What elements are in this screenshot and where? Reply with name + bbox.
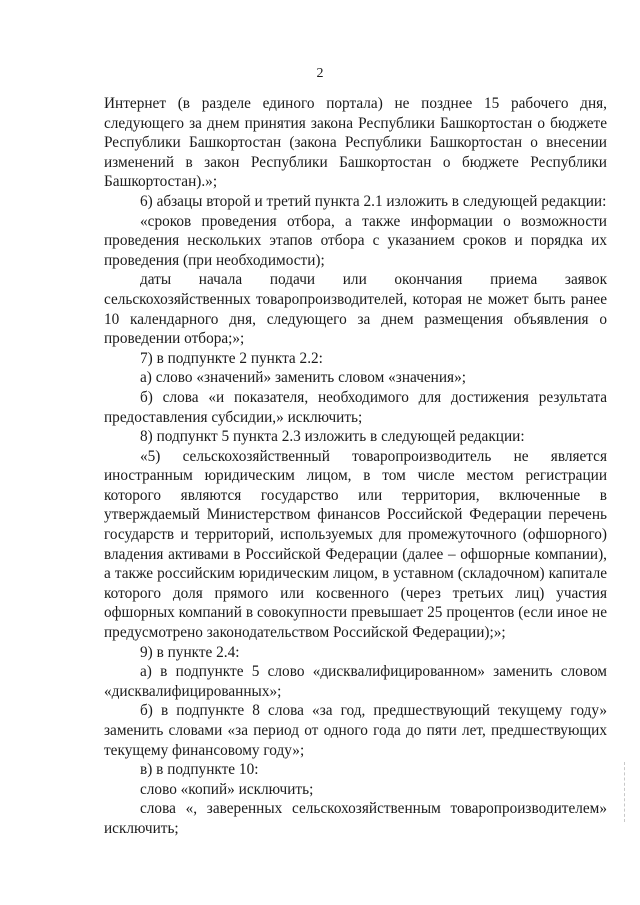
paragraph-10: 9) в пункте 2.4:	[140, 643, 240, 661]
paragraph-6: а) слово «значений» заменить словом «значения»;	[140, 369, 466, 387]
paragraph-3: «сроков проведения отбора, а также информации о возможности проведения нескольких этапов отбора с указанием сроков и порядка их проведения (при необходимости);	[104, 212, 607, 269]
paragraph-14: слово «копий» исключить;	[140, 780, 314, 798]
paragraph-4: даты начала подачи или окончания приема заявок сельскохозяйственных товаропроизводителей, которая не может быть ранее 10 календарного дня, следующего за днем размещения объявления о проведении отбора;»;	[104, 271, 607, 348]
paragraph-2: 6) абзацы второй и третий пункта 2.1 изложить в следующей редакции:	[140, 192, 607, 210]
document-body	[104, 94, 607, 839]
paragraph-13: в) в подпункте 10:	[140, 761, 259, 779]
paragraph-9: «5) сельскохозяйственный товаропроизводитель не является иностранным юридическим лицом, в том числе местом регистрации которого являются государство или территория, включенные в утверждаемый Министерством финансов Российской Федерации перечень государств и территорий, используемых для промежуточного (офшорного) владения активами в Российской Федерации (далее – офшорные компании), а также российским юридическим лицом, в уставном (складочном) капитале которого доля прямого или косвенного (через третьих лиц) участия офшорных компаний в совокупности превышает 25 процентов (если иное не предусмотрено законодательством Российской Федерации);»;	[104, 447, 607, 642]
scan-edge-mark	[624, 762, 628, 822]
page-number: 2	[316, 66, 324, 81]
paragraph-15: слова «, заверенных сельскохозяйственным товаропроизводителем» исключить;	[104, 800, 607, 837]
paragraph-12: б) в подпункте 8 слова «за год, предшествующий текущему году» заменить словами «за период от одного года до пяти лет, предшествующих текущему финансовому году»;	[104, 702, 607, 759]
paragraph-8: 8) подпункт 5 пункта 2.3 изложить в следующей редакции:	[140, 428, 525, 446]
paragraph-1: Интернет (в разделе единого портала) не позднее 15 рабочего дня, следующего за днем принятия закона Республики Башкортостан о бюджете Республики Башкортостан (закона Республики Башкортостан о внесении изменений в закон Республики Башкортостан о бюджете Республики Башкортостан).»;	[104, 95, 607, 191]
paragraph-5: 7) в подпункте 2 пункта 2.2:	[140, 349, 323, 367]
paragraph-7: б) слова «и показателя, необходимого для достижения результата предоставления субсидии,» исключить;	[104, 388, 607, 426]
paragraph-11: а) в подпункте 5 слово «дисквалифицированном» заменить словом «дисквалифицированных»;	[104, 663, 607, 700]
